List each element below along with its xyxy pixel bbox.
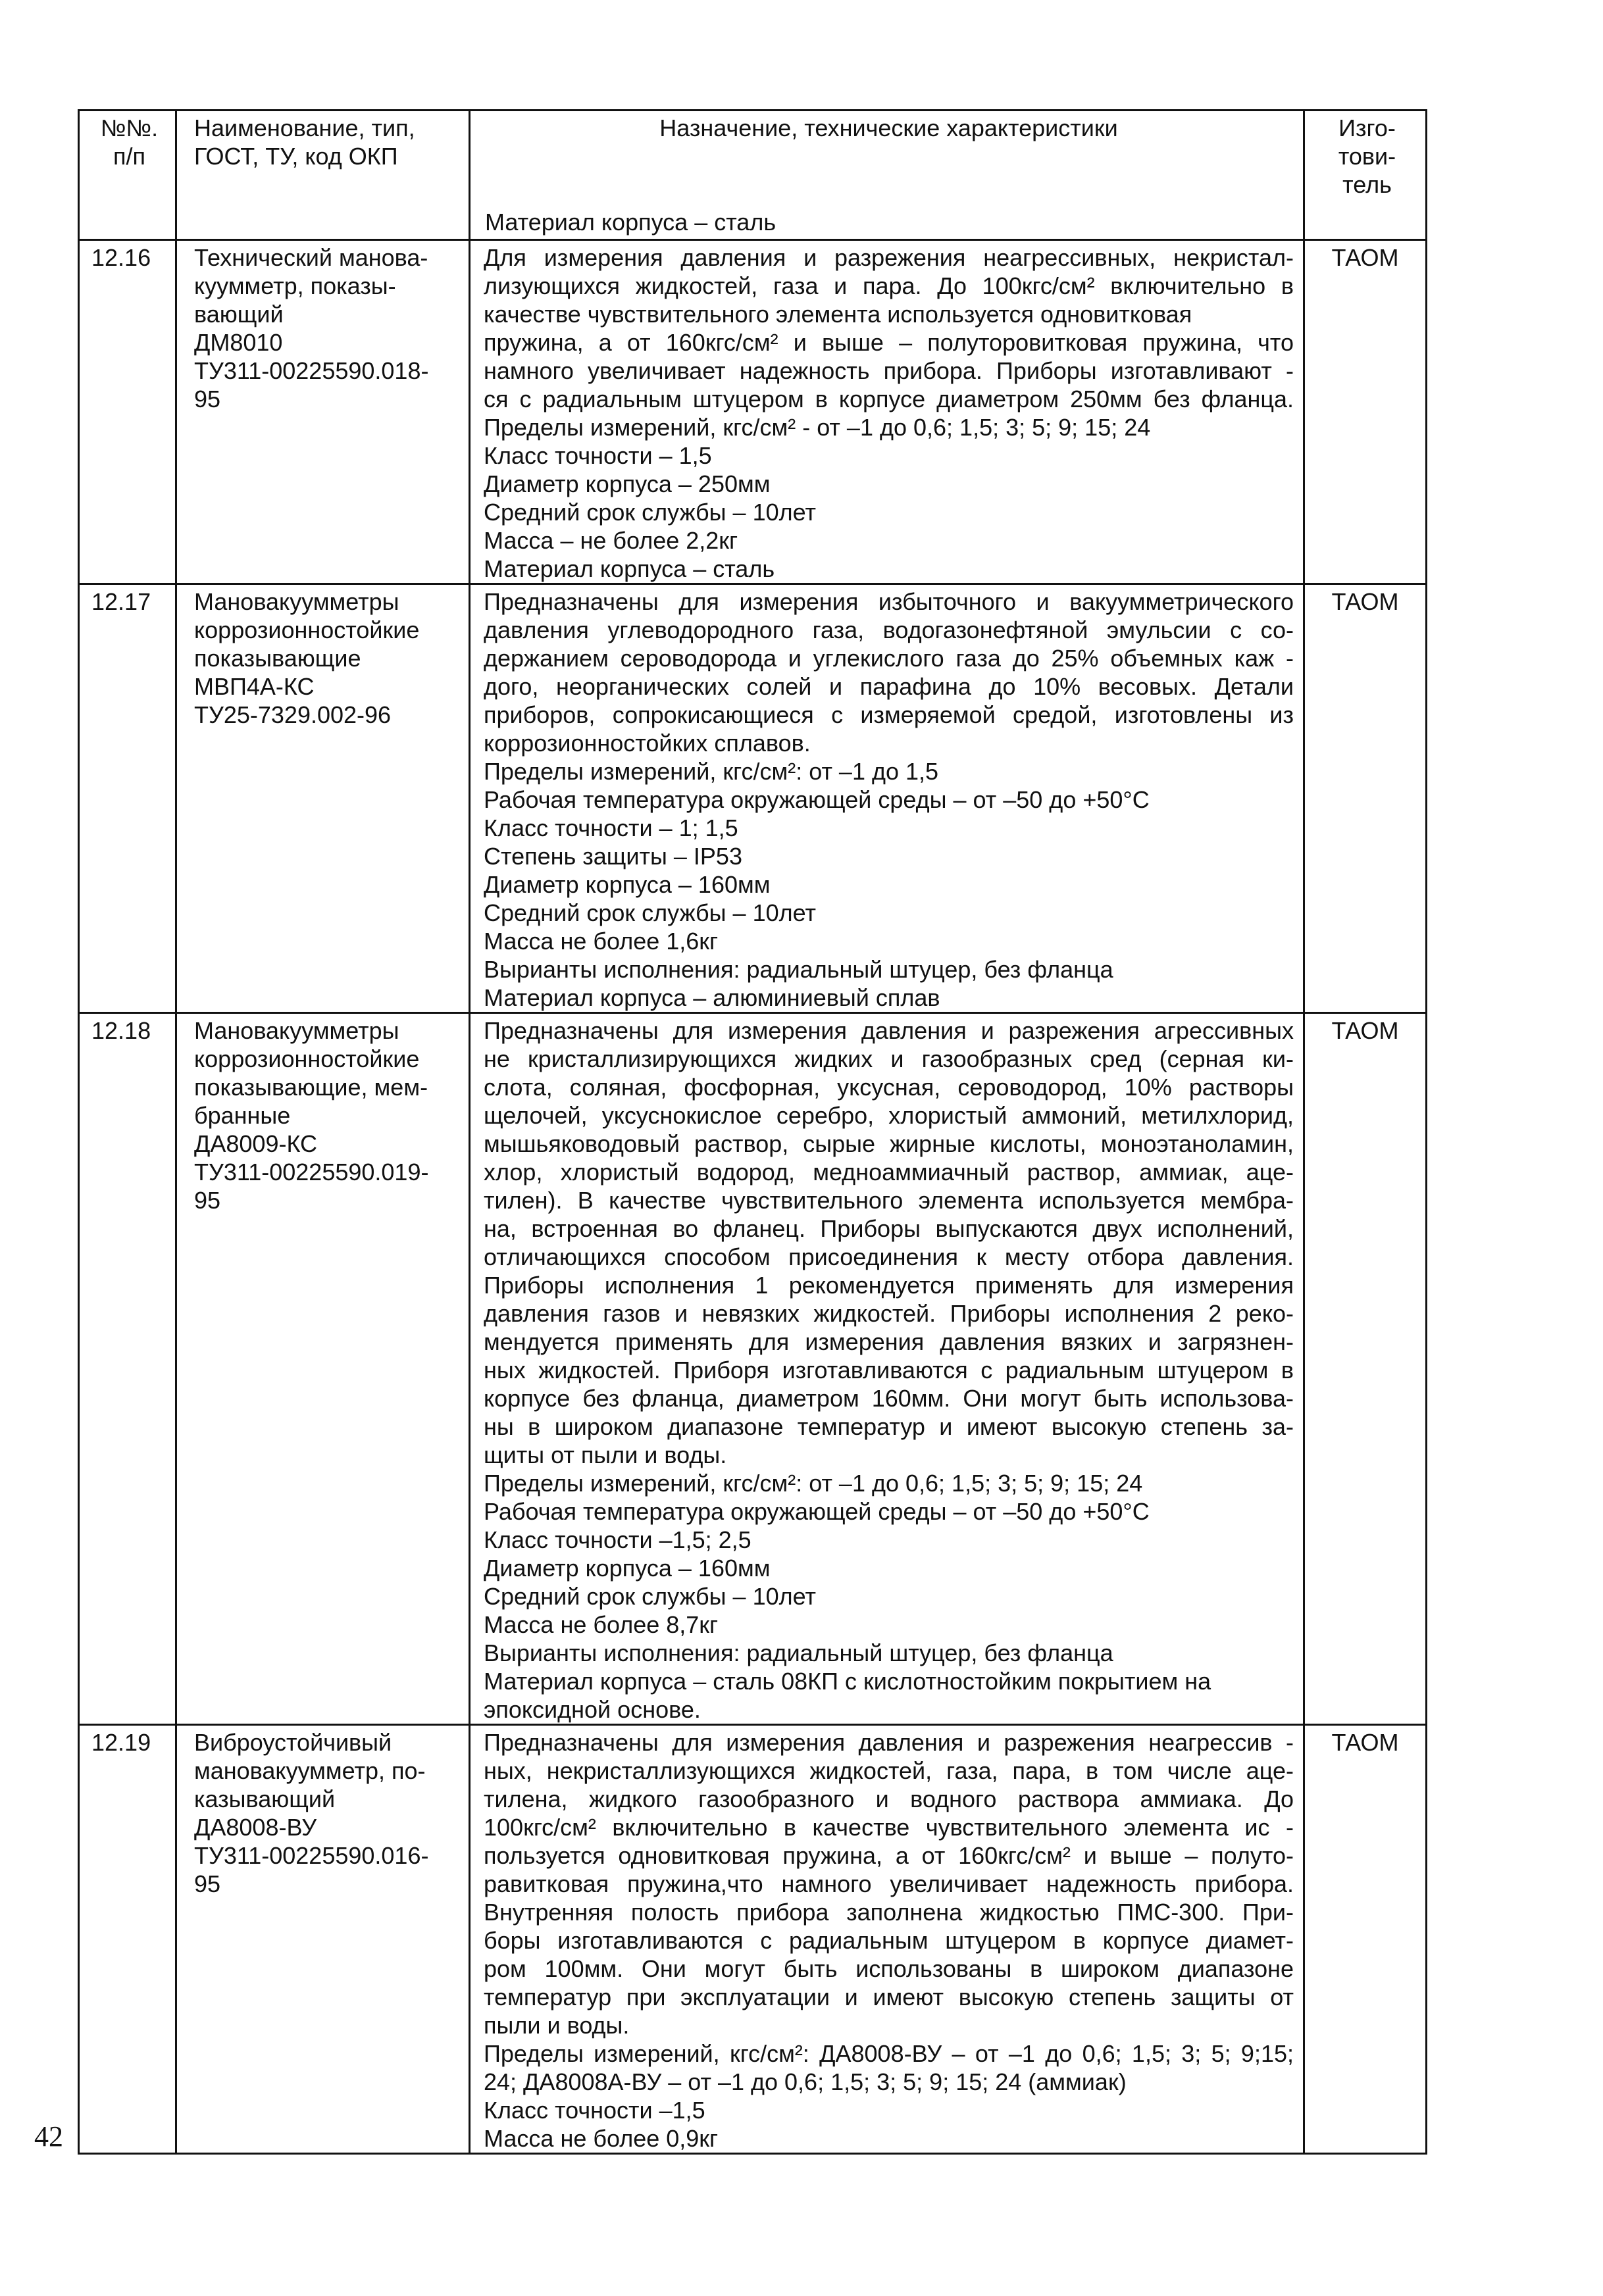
item-name-line: вающий [194, 301, 284, 328]
item-number: 12.16 [79, 240, 176, 584]
item-name-line: показывающие, мем- [194, 1074, 428, 1101]
item-name-line: ТУ311-00225590.019- [194, 1159, 429, 1185]
item-name-line: ТУ311-00225590.016- [194, 1842, 429, 1869]
specification-table [78, 109, 1427, 2155]
header-name-line: ГОСТ, ТУ, код ОКП [194, 143, 398, 170]
item-name-cell [176, 1013, 470, 1725]
manufacturer-cell: ТАОМ [1304, 1013, 1427, 1725]
item-name-line: коррозионностойкие [194, 1045, 420, 1072]
description-line: Диаметр корпуса – 160мм [484, 1555, 771, 1582]
description-line: Выриaнты исполнения: радиальный штуцер, без фланца [484, 1639, 1113, 1666]
item-number: 12.17 [79, 584, 176, 1013]
header-row [79, 111, 1427, 240]
description-line: давления углеводородного газа, водогазонефтяной эмульсии с со- [484, 616, 1294, 643]
description-line: Материал корпуса – сталь 08КП с кислотностойким покрытием на [484, 1668, 1211, 1695]
item-name-line: куумметр, показы- [194, 272, 396, 299]
item-name-cell [176, 240, 470, 584]
description-line: хлор, хлористый водород, медноаммиачный раствор, аммиак, аце- [484, 1159, 1294, 1185]
item-name-line: ДА8009-КС [194, 1130, 318, 1157]
description-line: приборов, сопрокисающиеся с измеряемой средой, изготовлены из [484, 701, 1294, 728]
description-line: отличающихся способом присоединения к месту отбора давления. [484, 1243, 1294, 1270]
description-line: Материал корпуса – алюминиевый сплав [484, 984, 940, 1011]
description-line: Внутренняя полость прибора заполнена жидкостью ПМС-300. При- [484, 1899, 1294, 1926]
page-number: 42 [34, 2120, 63, 2153]
description-line: Средний срок службы – 10лет [484, 1583, 816, 1610]
item-name-line: казывающий [194, 1785, 336, 1812]
description-line: Масса – не более 2,2кг [484, 527, 738, 554]
description-line: Предназначены для измерения избыточного и вакуумметрического [484, 588, 1294, 615]
item-description-cell [470, 1725, 1304, 2154]
manufacturer-cell: ТАОМ [1304, 1725, 1427, 2154]
description-line: Диаметр корпуса – 250мм [484, 470, 771, 497]
header-name-line: Наименование, тип, [194, 114, 415, 141]
description-line: Масса не более 0,9кг [484, 2125, 719, 2152]
header-num-cell [79, 111, 176, 240]
manufacturer-cell: ТАОМ [1304, 240, 1427, 584]
description-line: щиты от пыли и воды. [484, 1441, 727, 1468]
header-desc-cell [470, 111, 1304, 240]
description-line: дого, неорганических солей и парафина до 10% весовых. Детали [484, 673, 1294, 700]
description-line: Диаметр корпуса – 160мм [484, 871, 771, 898]
item-name-line: ДА8008-ВУ [194, 1814, 317, 1841]
description-line: пользуется одновитковая пружина, а от 160кгс/см² и выше – полуто- [484, 1842, 1294, 1869]
description-line: Класс точности – 1; 1,5 [484, 814, 738, 841]
item-description-cell [470, 584, 1304, 1013]
description-line: тилен). В качестве чувствительного элемента используется мембра- [484, 1187, 1294, 1214]
item-name-line: МВП4А-КС [194, 673, 315, 700]
description-line: эпоксидной основе. [484, 1696, 701, 1723]
description-line: щелочей, уксуснокислое серебро, хлористый аммоний, метилхлорид, [484, 1102, 1294, 1129]
header-maker-line: Изго- [1338, 114, 1396, 141]
description-line: температур при эксплуатации и имеют высокую степень защиты от [484, 1984, 1294, 2010]
description-line: пружина, а от 160кгс/см² и выше – полуторовитковая пружина, что [484, 329, 1294, 356]
description-line: Пределы измерений, кгс/см²: ДА8008-ВУ – от –1 до 0,6; 1,5; 3; 5; 9;15; [484, 2040, 1294, 2067]
item-name-line: Мановакуумметры [194, 588, 399, 615]
description-line: боры изготавливаются с радиальным штуцером в корпусе диамет- [484, 1927, 1294, 1954]
description-line: Средний срок службы – 10лет [484, 499, 816, 526]
header-maker-line: тель [1342, 171, 1392, 198]
description-line: Класс точности –1,5; 2,5 [484, 1526, 751, 1553]
description-line: лизующихся жидкостей, газа и пара. До 100кгс/см² включительно в [484, 272, 1294, 299]
description-line: Предназначены для измерения давления и разрежения агрессивных [484, 1017, 1294, 1044]
table-body [79, 240, 1427, 2154]
description-line: мышьяководовый раствор, сырые жирные кислоты, моноэтаноламин, [484, 1130, 1294, 1157]
description-line: коррозионностойких сплавов. [484, 730, 811, 757]
description-line: тилена, жидкого газообразного и водного раствора аммиака. До [484, 1785, 1294, 1812]
header-num-line: п/п [113, 143, 145, 170]
description-line: ны в широком диапазоне температур и имеют высокую степень за- [484, 1413, 1294, 1440]
table-row [79, 584, 1427, 1013]
table-row [79, 1725, 1427, 2154]
item-name-line: показывающие [194, 645, 361, 672]
description-line: 24; ДА8008А-ВУ – от –1 до 0,6; 1,5; 3; 5; 9; 15; 24 (аммиак) [484, 2068, 1127, 2095]
description-line: ся с радиальным штуцером в корпусе диаметром 250мм без фланца. [484, 386, 1294, 412]
item-name-line: 95 [194, 386, 221, 412]
item-name-line: Технический манова- [194, 244, 428, 271]
item-number: 12.19 [79, 1725, 176, 2154]
description-line: Рабочая температура окружающей среды – от –50 до +50°С [484, 1498, 1150, 1525]
item-description-cell [470, 240, 1304, 584]
item-name-line: 95 [194, 1187, 221, 1214]
description-line: Масса не более 8,7кг [484, 1611, 719, 1638]
item-name-line: мановакуумметр, по- [194, 1757, 426, 1784]
item-name-line: 95 [194, 1870, 221, 1897]
description-line: Рабочая температура окружающей среды – от –50 до +50°С [484, 786, 1150, 813]
description-line: Пределы измерений, кгс/см²: от –1 до 0,6; 1,5; 3; 5; 9; 15; 24 [484, 1470, 1143, 1497]
description-line: Выриaнты исполнения: радиальный штуцер, без фланца [484, 956, 1113, 983]
manufacturer-cell: ТАОМ [1304, 584, 1427, 1013]
item-name-line: бранные [194, 1102, 291, 1129]
description-line: Приборы исполнения 1 рекомендуется применять для измерения [484, 1272, 1294, 1299]
header-desc-title: Назначение, технические характеристики [659, 114, 1118, 141]
description-line: Для измерения давления и разрежения неагрессивных, некристал- [484, 244, 1294, 271]
header-maker-cell [1304, 111, 1427, 240]
description-line: качестве чувствительного элемента используется одновитковая [484, 301, 1192, 328]
description-line: равитковая пружина,что намного увеличивает надежность прибора. [484, 1870, 1294, 1897]
carryover-material-line: Материал корпуса – сталь [485, 209, 776, 236]
item-name-line: ДМ8010 [194, 329, 283, 356]
description-line: Степень защиты – IP53 [484, 843, 742, 870]
description-line: Пределы измерений, кгс/см² - от –1 до 0,6; 1,5; 3; 5; 9; 15; 24 [484, 414, 1151, 441]
item-name-cell [176, 584, 470, 1013]
description-line: намного увеличивает надежность прибора. Приборы изготавливают - [484, 357, 1294, 384]
description-line: пыли и воды. [484, 2012, 630, 2039]
description-line: мендуется применять для измерения давления вязких и загрязнен- [484, 1328, 1294, 1355]
description-line: Масса не более 1,6кг [484, 928, 719, 955]
description-line: держанием сероводорода и углекислого газа до 25% объемных каж - [484, 645, 1294, 672]
description-line: Предназначены для измерения давления и разрежения неагрессив - [484, 1729, 1294, 1756]
item-name-line: Мановакуумметры [194, 1017, 399, 1044]
item-name-line: коррозионностойкие [194, 616, 420, 643]
item-description-cell [470, 1013, 1304, 1725]
item-name-cell [176, 1725, 470, 2154]
description-line: Класс точности – 1,5 [484, 442, 712, 469]
description-line: Класс точности –1,5 [484, 2097, 705, 2124]
header-maker-line: тови- [1338, 143, 1396, 170]
item-name-line: ТУ25-7329.002-96 [194, 701, 392, 728]
item-name-line: Виброустойчивый [194, 1729, 392, 1756]
table-row [79, 240, 1427, 584]
description-line: корпусе без фланца, диаметром 160мм. Они могут быть использова- [484, 1385, 1294, 1412]
description-line: ных, некристаллизующихся жидкостей, газа, пара, в том числе аце- [484, 1757, 1294, 1784]
description-line: Материал корпуса – сталь [484, 555, 775, 582]
description-line: не кристаллизирующихся жидких и газообразных сред (серная ки- [484, 1045, 1294, 1072]
header-name-cell [176, 111, 470, 240]
item-name-line: ТУ311-00225590.018- [194, 357, 429, 384]
description-line: 100кгс/см² включительно в качестве чувствительного элемента ис - [484, 1814, 1294, 1841]
description-line: слота, соляная, фосфорная, уксусная, сероводород, 10% растворы [484, 1074, 1294, 1101]
header-num-line: №№. [100, 114, 159, 141]
description-line: на, встроенная во фланец. Приборы выпускаются двух исполнений, [484, 1215, 1294, 1242]
description-line: давления газов и невязких жидкостей. Приборы исполнения 2 реко- [484, 1300, 1294, 1327]
description-line: Средний срок службы – 10лет [484, 899, 816, 926]
description-line: ром 100мм. Они могут быть использованы в широком диапазоне [484, 1955, 1294, 1982]
table-row [79, 1013, 1427, 1725]
item-number: 12.18 [79, 1013, 176, 1725]
description-line: ных жидкостей. Приборя изготавливаются с радиальным штуцером в [484, 1357, 1294, 1384]
description-line: Пределы измерений, кгс/см²: от –1 до 1,5 [484, 758, 939, 785]
